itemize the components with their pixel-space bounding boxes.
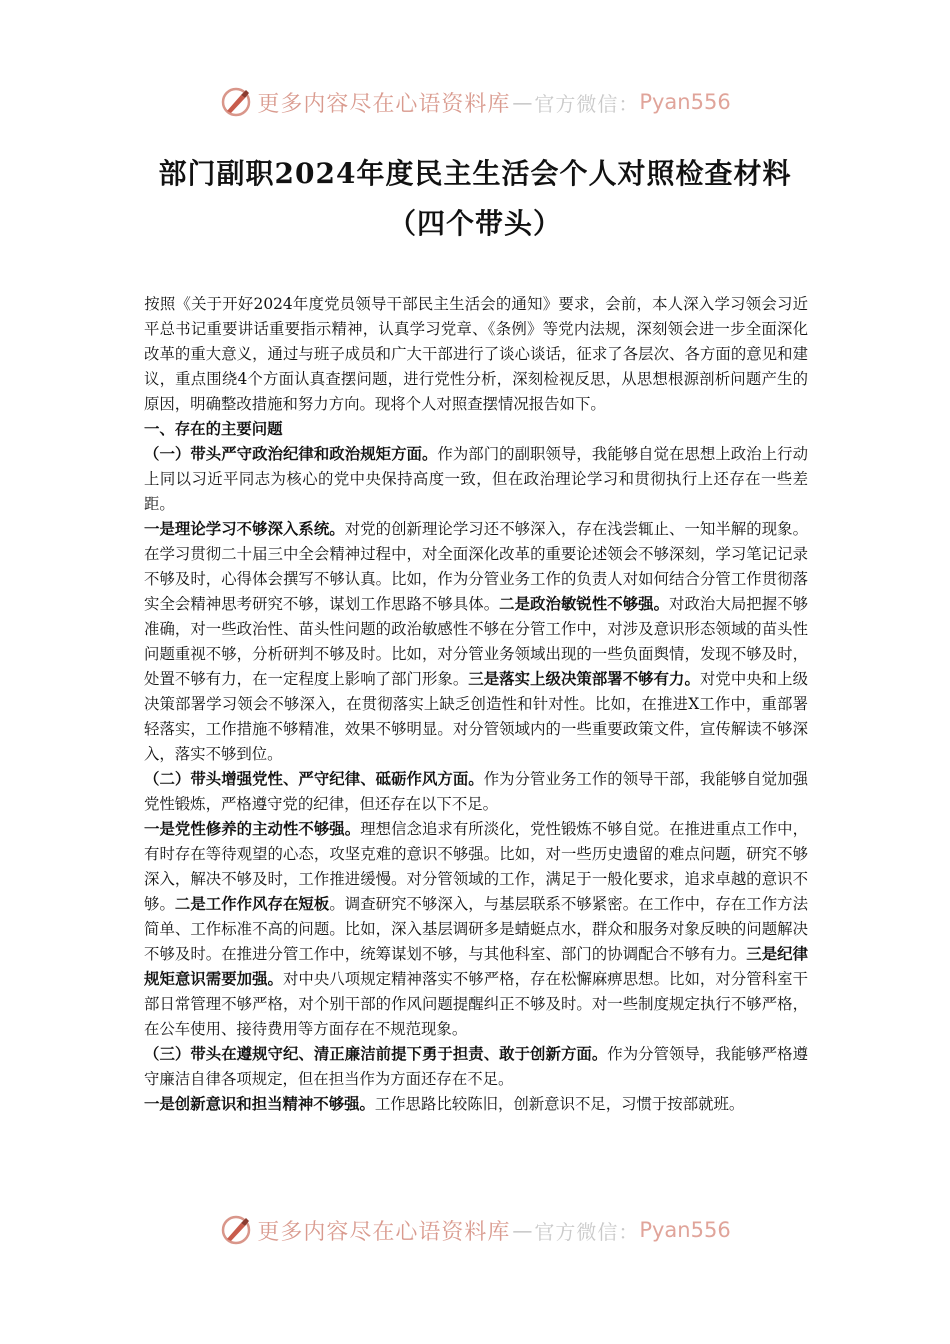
banner-text: 更多内容尽在心语资料库 [257, 91, 511, 117]
document-subtitle: （四个带头） [387, 207, 562, 240]
intro-paragraph: 按照《关于开好2024年度党员领导干部民主生活会的通知》要求，会前，本人深入学习领会习近平总书记重要讲话重要指示精神，认真学习党章、《条例》等党内法规，深刻领会进一步全面深化改革的重大意义，通过与班子成员和广大干部进行了谈心谈话，征求了各层次、各方面的意见和建议，重点围绕4个方面认真查摆问题，进行党性分析，深刻检视反思，从思想根源剖析问题产生的原因，明确整改措施和努力方向。现将个人对照查摆情况报告如下。 [144, 295, 808, 413]
subsection-1: （一）带头严守政治纪律和政治规矩方面。作为部门的副职领导，我能够自觉在思想上政治上行动上同以习近平同志为核心的党中央保持高度一致，但在政治理论学习和贯彻执行上还存在一些差距。 [144, 445, 808, 513]
section-heading: 一、存在的主要问题 [144, 420, 283, 438]
watermark-banner-bottom [0, 1208, 950, 1252]
subsection-2: （二）带头增强党性、严守纪律、砥砺作风方面。作为分管业务工作的领导干部，我能够自觉加强党性锻炼，严格遵守党的纪律，但还存在以下不足。 [144, 770, 808, 813]
watermark-banner-top [0, 80, 950, 124]
document-title: 部门副职2024年度民主生活会个人对照检查材料 [158, 157, 792, 190]
banner-separator: — [512, 1218, 533, 1242]
banner-contact-id: Pyan556 [639, 1218, 731, 1242]
banner-contact-label: 官方微信： [534, 1219, 640, 1244]
brush-logo-icon [219, 85, 253, 119]
subsection-heading: （一）带头严守政治纪律和政治规矩方面。 [144, 445, 438, 463]
subsection-heading: （二）带头增强党性、严守纪律、砥砺作风方面。 [144, 770, 484, 788]
subsection-1-detail: 一是理论学习不够深入系统。对党的创新理论学习还不够深入，存在浅尝辄止、一知半解的现象。在学习贯彻二十届三中全会精神过程中，对全面深化改革的重要论述领会不够深刻，学习笔记记录不够及时，心得体会撰写不够认真。比如，作为分管业务工作的负责人对如何结合分管工作贯彻落实全会精神思考研究不够，谋划工作思路不够具体。二是政治敏锐性不够强。对政治大局把握不够准确，对一些政治性、苗头性问题的政治敏感性不够在分管工作中，对涉及意识形态领域的苗头性问题重视不够，分析研判不够及时。比如，对分管业务领域出现的一些负面舆情，发现不够及时，处置不够有力，在一定程度上影响了部门形象。三是落实上级决策部署不够有力。对党中央和上级决策部署学习领会不够深入，在贯彻落实上缺乏创造性和针对性。比如，在推进X工作中，重部署轻落实，工作措施不够精准，效果不够明显。对分管领域内的一些重要政策文件，宣传解读不够深入，落实不够到位。 [144, 520, 808, 763]
banner-separator: — [512, 90, 533, 114]
subsection-2-detail: 一是党性修养的主动性不够强。理想信念追求有所淡化，党性锻炼不够自觉。在推进重点工作中，有时存在等待观望的心态，攻坚克难的意识不够强。比如，对一些历史遗留的难点问题，研究不够深入，解决不够及时，工作推进缓慢。对分管领域的工作，满足于一般化要求，追求卓越的意识不够。二是工作作风存在短板。调查研究不够深入，与基层联系不够紧密。在工作中，存在工作方法简单、工作标准不高的问题。比如，深入基层调研多是蜻蜓点水，群众和服务对象反映的问题解决不够及时。在推进分管工作中，统筹谋划不够，与其他科室、部门的协调配合不够有力。三是纪律规矩意识需要加强。对中央八项规定精神落实不够严格，存在松懈麻痹思想。比如，对分管科室干部日常管理不够严格，对个别干部的作风问题提醒纠正不够及时。对一些制度规定执行不够严格，在公车使用、接待费用等方面存在不规范现象。 [144, 820, 808, 1038]
banner-text: 更多内容尽在心语资料库 [257, 1219, 511, 1245]
subsection-3-detail: 一是创新意识和担当精神不够强。工作思路比较陈旧，创新意识不足，习惯于按部就班。 [144, 1095, 745, 1113]
document-body [144, 292, 808, 1117]
banner-contact-id: Pyan556 [639, 90, 731, 114]
banner-contact-label: 官方微信： [534, 91, 640, 116]
subsection-heading: （三）带头在遵规守纪、清正廉洁前提下勇于担责、敢于创新方面。 [144, 1045, 608, 1063]
subsection-3: （三）带头在遵规守纪、清正廉洁前提下勇于担责、敢于创新方面。作为分管领导，我能够严格遵守廉洁自律各项规定，但在担当作为方面还存在不足。 [144, 1045, 808, 1088]
brush-logo-icon [219, 1213, 253, 1247]
